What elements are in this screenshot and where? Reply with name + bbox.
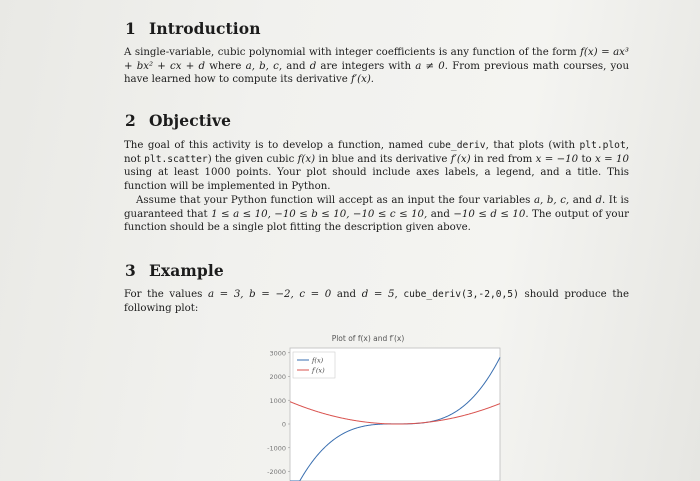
y-tick-label: 3000	[269, 349, 286, 358]
section-heading-introduction	[125, 19, 261, 38]
plot-legend	[293, 352, 335, 378]
section-heading-example	[125, 261, 224, 280]
section-heading-objective	[125, 111, 231, 130]
code-plt-plot: plt.plot	[579, 140, 626, 151]
introduction-paragraph: A single-variable, cubic polynomial with integer coefficients is any function of the form f(x) = ax³ + bx² + cx + d where a, b, c, and d are integers with a ≠ 0. From previous math courses, you have learned how to compute its derivative f′(x).	[124, 47, 630, 86]
legend-label: f′(x)	[312, 366, 325, 375]
y-axis	[267, 349, 290, 476]
section-title: Example	[149, 261, 224, 280]
section-number: 3	[125, 261, 136, 280]
legend-label: f(x)	[312, 356, 324, 365]
code-cube-deriv: cube_deriv	[427, 140, 486, 151]
example-plot	[250, 328, 650, 481]
code-example-call: cube_deriv(3,-2,0,5)	[403, 289, 519, 300]
section-number: 2	[125, 111, 136, 130]
y-tick-label: -1000	[267, 444, 286, 453]
objective-paragraph: The goal of this activity is to develop a function, named cube_deriv, that plots (with plt.plot, not plt.scatter) the given cubic f(x) in blue and its derivative f′(x) in red from x = −10 to x = 10 using at least 1000 points. Your plot should include axes labels, a legend, and a title. This function will be implemented in Python. Assume that your Python function will accept as an input the four variables a, b, c, and d. It is guaranteed that 1 ≤ a ≤ 10, −10 ≤ b ≤ 10, −10 ≤ c ≤ 10, and −10 ≤ d ≤ 10. The output of your function should be a single plot fitting the description given above.	[124, 140, 629, 234]
example-paragraph: For the values a = 3, b = −2, c = 0 and d = 5, cube_deriv(3,-2,0,5) should produce the following plot:	[124, 289, 630, 314]
code-plt-scatter: plt.scatter	[144, 153, 208, 165]
section-title: Introduction	[149, 19, 261, 38]
y-tick-label: 0	[281, 420, 286, 429]
y-tick-label: -2000	[267, 468, 286, 476]
cubic-form-expression: f(x) = ax³ + bx² + cx + d	[124, 47, 629, 72]
y-tick-label: 1000	[269, 396, 286, 405]
section-number: 1	[125, 19, 136, 38]
section-title: Objective	[149, 111, 232, 130]
plot-title: Plot of f(x) and f′(x)	[331, 334, 405, 343]
y-tick-label: 2000	[269, 373, 286, 381]
